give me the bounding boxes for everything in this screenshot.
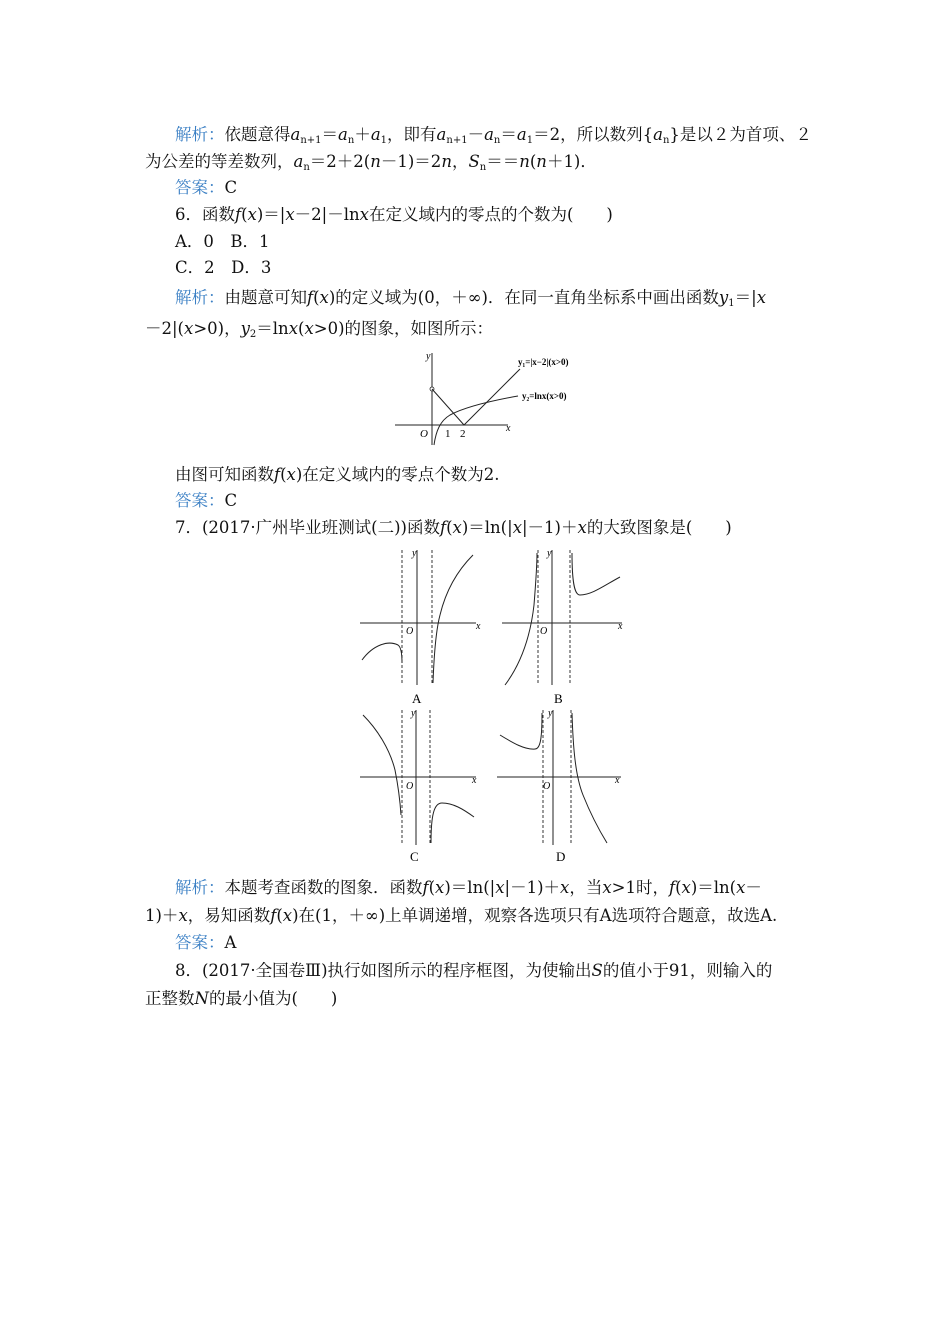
q6-stem: 6．函数f(x)＝|x－2|－lnx在定义域内的零点的个数为( ) <box>175 205 613 224</box>
x-axis-label: x <box>506 423 511 434</box>
svg-text:O: O <box>406 626 414 637</box>
y-axis-label: y <box>426 351 431 362</box>
q8-stem-line2: 正整数N的最小值为( ) <box>145 989 338 1008</box>
solution-label: 解析： <box>175 125 225 144</box>
q6-solution-line2: －2|(x>0)，$y_2=\ln x(x>0)$的图象，如图所示： <box>145 319 494 340</box>
curve-right <box>572 553 620 595</box>
svg-text:O: O <box>406 781 414 792</box>
q7-graph-a <box>358 545 488 705</box>
graph-label-b: B <box>554 691 563 705</box>
svg-text:y: y <box>548 708 553 719</box>
origin-label: O <box>420 428 428 440</box>
q6-conclusion: 由图可知函数f(x)在定义域内的零点个数为2. <box>175 465 500 484</box>
graph-label-c: C <box>410 849 419 864</box>
q7-graph-b <box>500 545 630 705</box>
answer-label: 答案： <box>175 178 225 197</box>
svg-text:x: x <box>615 775 620 786</box>
curve-left <box>362 643 402 663</box>
solution-label: 解析： <box>175 288 225 307</box>
q7-graph-c <box>358 705 488 865</box>
curve-left <box>505 553 537 685</box>
label-y2: y₂=lnx(x>0) <box>522 391 567 401</box>
q6-options-1: A．0 B．1 <box>175 232 270 251</box>
q6-function-graph <box>390 345 610 455</box>
label-y1: y₁=|x−2|(x>0) <box>518 357 569 367</box>
svg-text:O: O <box>543 781 551 792</box>
curve-right <box>572 713 607 843</box>
curve-left <box>500 713 542 749</box>
q8-stem-line1: 8．(2017·全国卷Ⅲ)执行如图所示的程序框图，为使输出S的值小于91，则输入的 <box>175 961 773 980</box>
svg-text:O: O <box>540 626 548 637</box>
svg-text:x: x <box>476 621 481 632</box>
q5-answer: 答案：C <box>175 178 238 197</box>
answer-label: 答案： <box>175 933 225 952</box>
svg-text:y: y <box>411 708 416 719</box>
solution-label: 解析： <box>175 878 225 897</box>
graph-label-a: A <box>412 691 422 705</box>
q6-solution-line1: 解析：由题意可知f(x)的定义域为(0，＋∞)．在同一直角坐标系中画出函数$y_1=|x$ <box>175 288 766 309</box>
q5-solution-line1: 解析：依题意得$a_{n+1}=a_n+a_1$，即有$a_{n+1}-a_n=a_1=2$，所以数列$\{a_n\}$是以２为首项、２ <box>175 125 812 146</box>
q6-answer: 答案：C <box>175 491 238 510</box>
q7-graph-d <box>495 705 630 865</box>
curve-left <box>363 715 401 815</box>
q7-solution-line1: 解析：本题考查函数的图象．函数f(x)＝ln(|x|－1)＋x，当x>1时，f(x)＝ln(x－ <box>175 878 762 897</box>
svg-text:x: x <box>618 621 623 632</box>
q7-answer: 答案：A <box>175 933 237 952</box>
q6-options-2: C．2 D．3 <box>175 258 272 277</box>
svg-text:y: y <box>547 548 552 559</box>
q5-solution-line2: 为公差的等差数列，$a_n=2+2(n-1)=2n$，$S_n==n(n+1)$． <box>145 152 597 173</box>
tick-1: 1 <box>445 428 451 440</box>
graph-label-d: D <box>556 849 566 864</box>
q7-stem: 7．(2017·广州毕业班测试(二))函数f(x)＝ln(|x|－1)＋x的大致图象是( ) <box>175 518 732 537</box>
svg-text:y: y <box>412 548 417 559</box>
curve-right <box>431 803 474 843</box>
answer-label: 答案： <box>175 491 225 510</box>
svg-text:x: x <box>472 775 477 786</box>
curve-right <box>433 555 473 683</box>
curve-y1 <box>432 369 520 425</box>
q7-solution-line2: 1)＋x，易知函数f(x)在(1，＋∞)上单调递增，观察各选项只有A选项符合题意，故选A. <box>145 906 778 925</box>
tick-2: 2 <box>460 428 466 440</box>
